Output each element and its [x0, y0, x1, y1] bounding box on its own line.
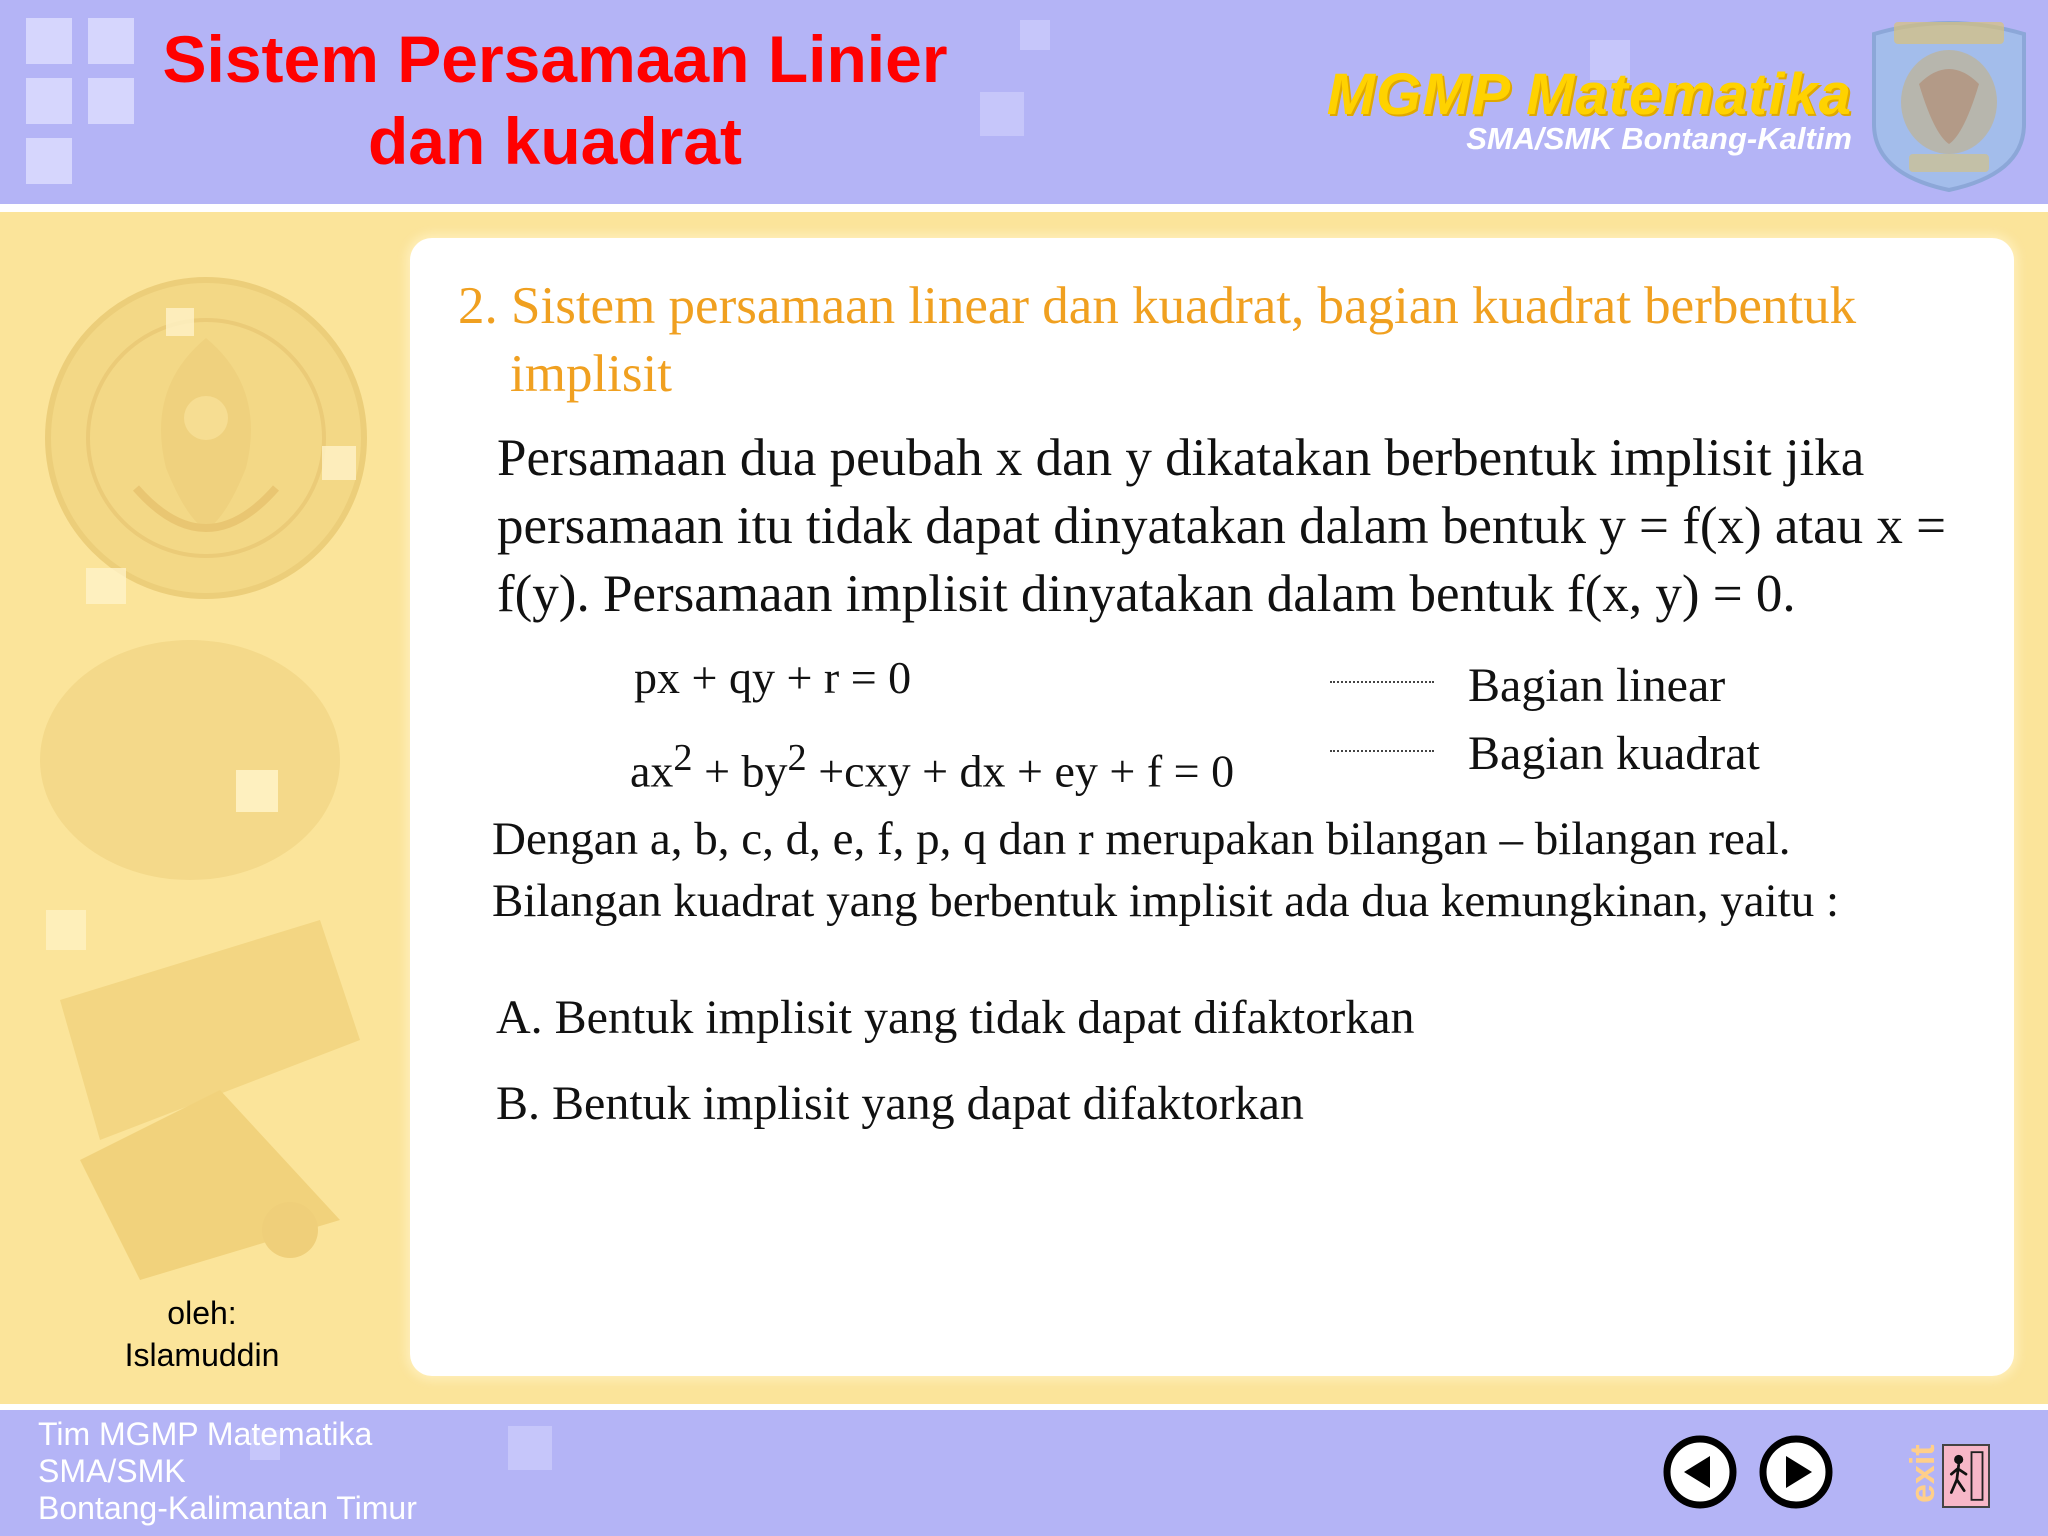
footer-line: Bontang-Kalimantan Timur [38, 1490, 417, 1526]
title-line-1: Sistem Persamaan Linier [162, 22, 948, 96]
linear-equation: px + qy + r = 0 [634, 652, 912, 703]
decor-square [26, 18, 72, 64]
footer-band [0, 1410, 2048, 1536]
footer-line: SMA/SMK [38, 1453, 186, 1489]
linear-label: Bagian linear [1468, 659, 1726, 712]
author-label: oleh: [167, 1295, 237, 1331]
definition-paragraph: Persamaan dua peubah x dan y dikatakan berbentuk implisit jika persamaan itu tidak dapat dinyatakan dalam bentuk y = f(x) atau x = f(y). Persamaan implisit dinyatakan dalam bentuk f(x, y) = 0. [497, 429, 1947, 623]
footer-line: Tim MGMP Matematika [38, 1416, 373, 1452]
decor-square [26, 78, 72, 124]
faded-illustration [20, 620, 400, 1300]
quadratic-equation: $ax^2 + by^2 +cxy$ + dx + ey + f = 0 [630, 737, 1235, 797]
content-card [410, 238, 2014, 1376]
brand-name: MGMP Matematika [1326, 62, 1852, 127]
decor-square [508, 1426, 552, 1470]
title-line-2: dan kuadrat [367, 104, 743, 178]
author-credit [90, 1292, 314, 1376]
author-name: Islamuddin [124, 1337, 280, 1373]
brand-subtitle: SMA/SMK Bontang-Kaltim [1466, 121, 1852, 156]
section-heading [458, 272, 1998, 408]
decor-square [1020, 20, 1050, 50]
quadratic-label: Bagian kuadrat [1468, 727, 1760, 780]
next-arrow-icon[interactable] [1758, 1434, 1834, 1510]
heading-line-1: 2. Sistem persamaan linear dan kuadrat, bagian kuadrat berbentuk [458, 277, 1857, 335]
leader-dots [1330, 681, 1434, 683]
heading-line-2: implisit [510, 345, 672, 403]
brand-block [1327, 64, 1852, 156]
exit-button[interactable] [1906, 1436, 1990, 1512]
faded-emblem-icon [36, 268, 376, 608]
paragraph-line: Dengan a, b, c, d, e, f, p, q dan r merupakan bilangan – bilangan real. [492, 813, 1791, 865]
footer-credit [38, 1416, 417, 1527]
paragraph-line: Bilangan kuadrat yang berbentuk implisit ada dua kemungkinan, yaitu : [492, 875, 1840, 927]
previous-arrow-icon[interactable] [1662, 1434, 1738, 1510]
city-crest-icon [1864, 14, 2034, 194]
leader-dots [1330, 750, 1434, 752]
option-b: B. Bentuk implisit yang dapat difaktorkan [496, 1077, 1304, 1130]
header-divider [0, 204, 2048, 212]
coefficients-paragraph [492, 808, 2012, 932]
option-a: A. Bentuk implisit yang tidak dapat difaktorkan [496, 991, 1415, 1044]
walking-person-door-icon [1942, 1444, 1990, 1508]
slide-title [90, 18, 1020, 182]
exit-label: exit [1904, 1444, 1942, 1504]
decor-square [26, 138, 72, 184]
